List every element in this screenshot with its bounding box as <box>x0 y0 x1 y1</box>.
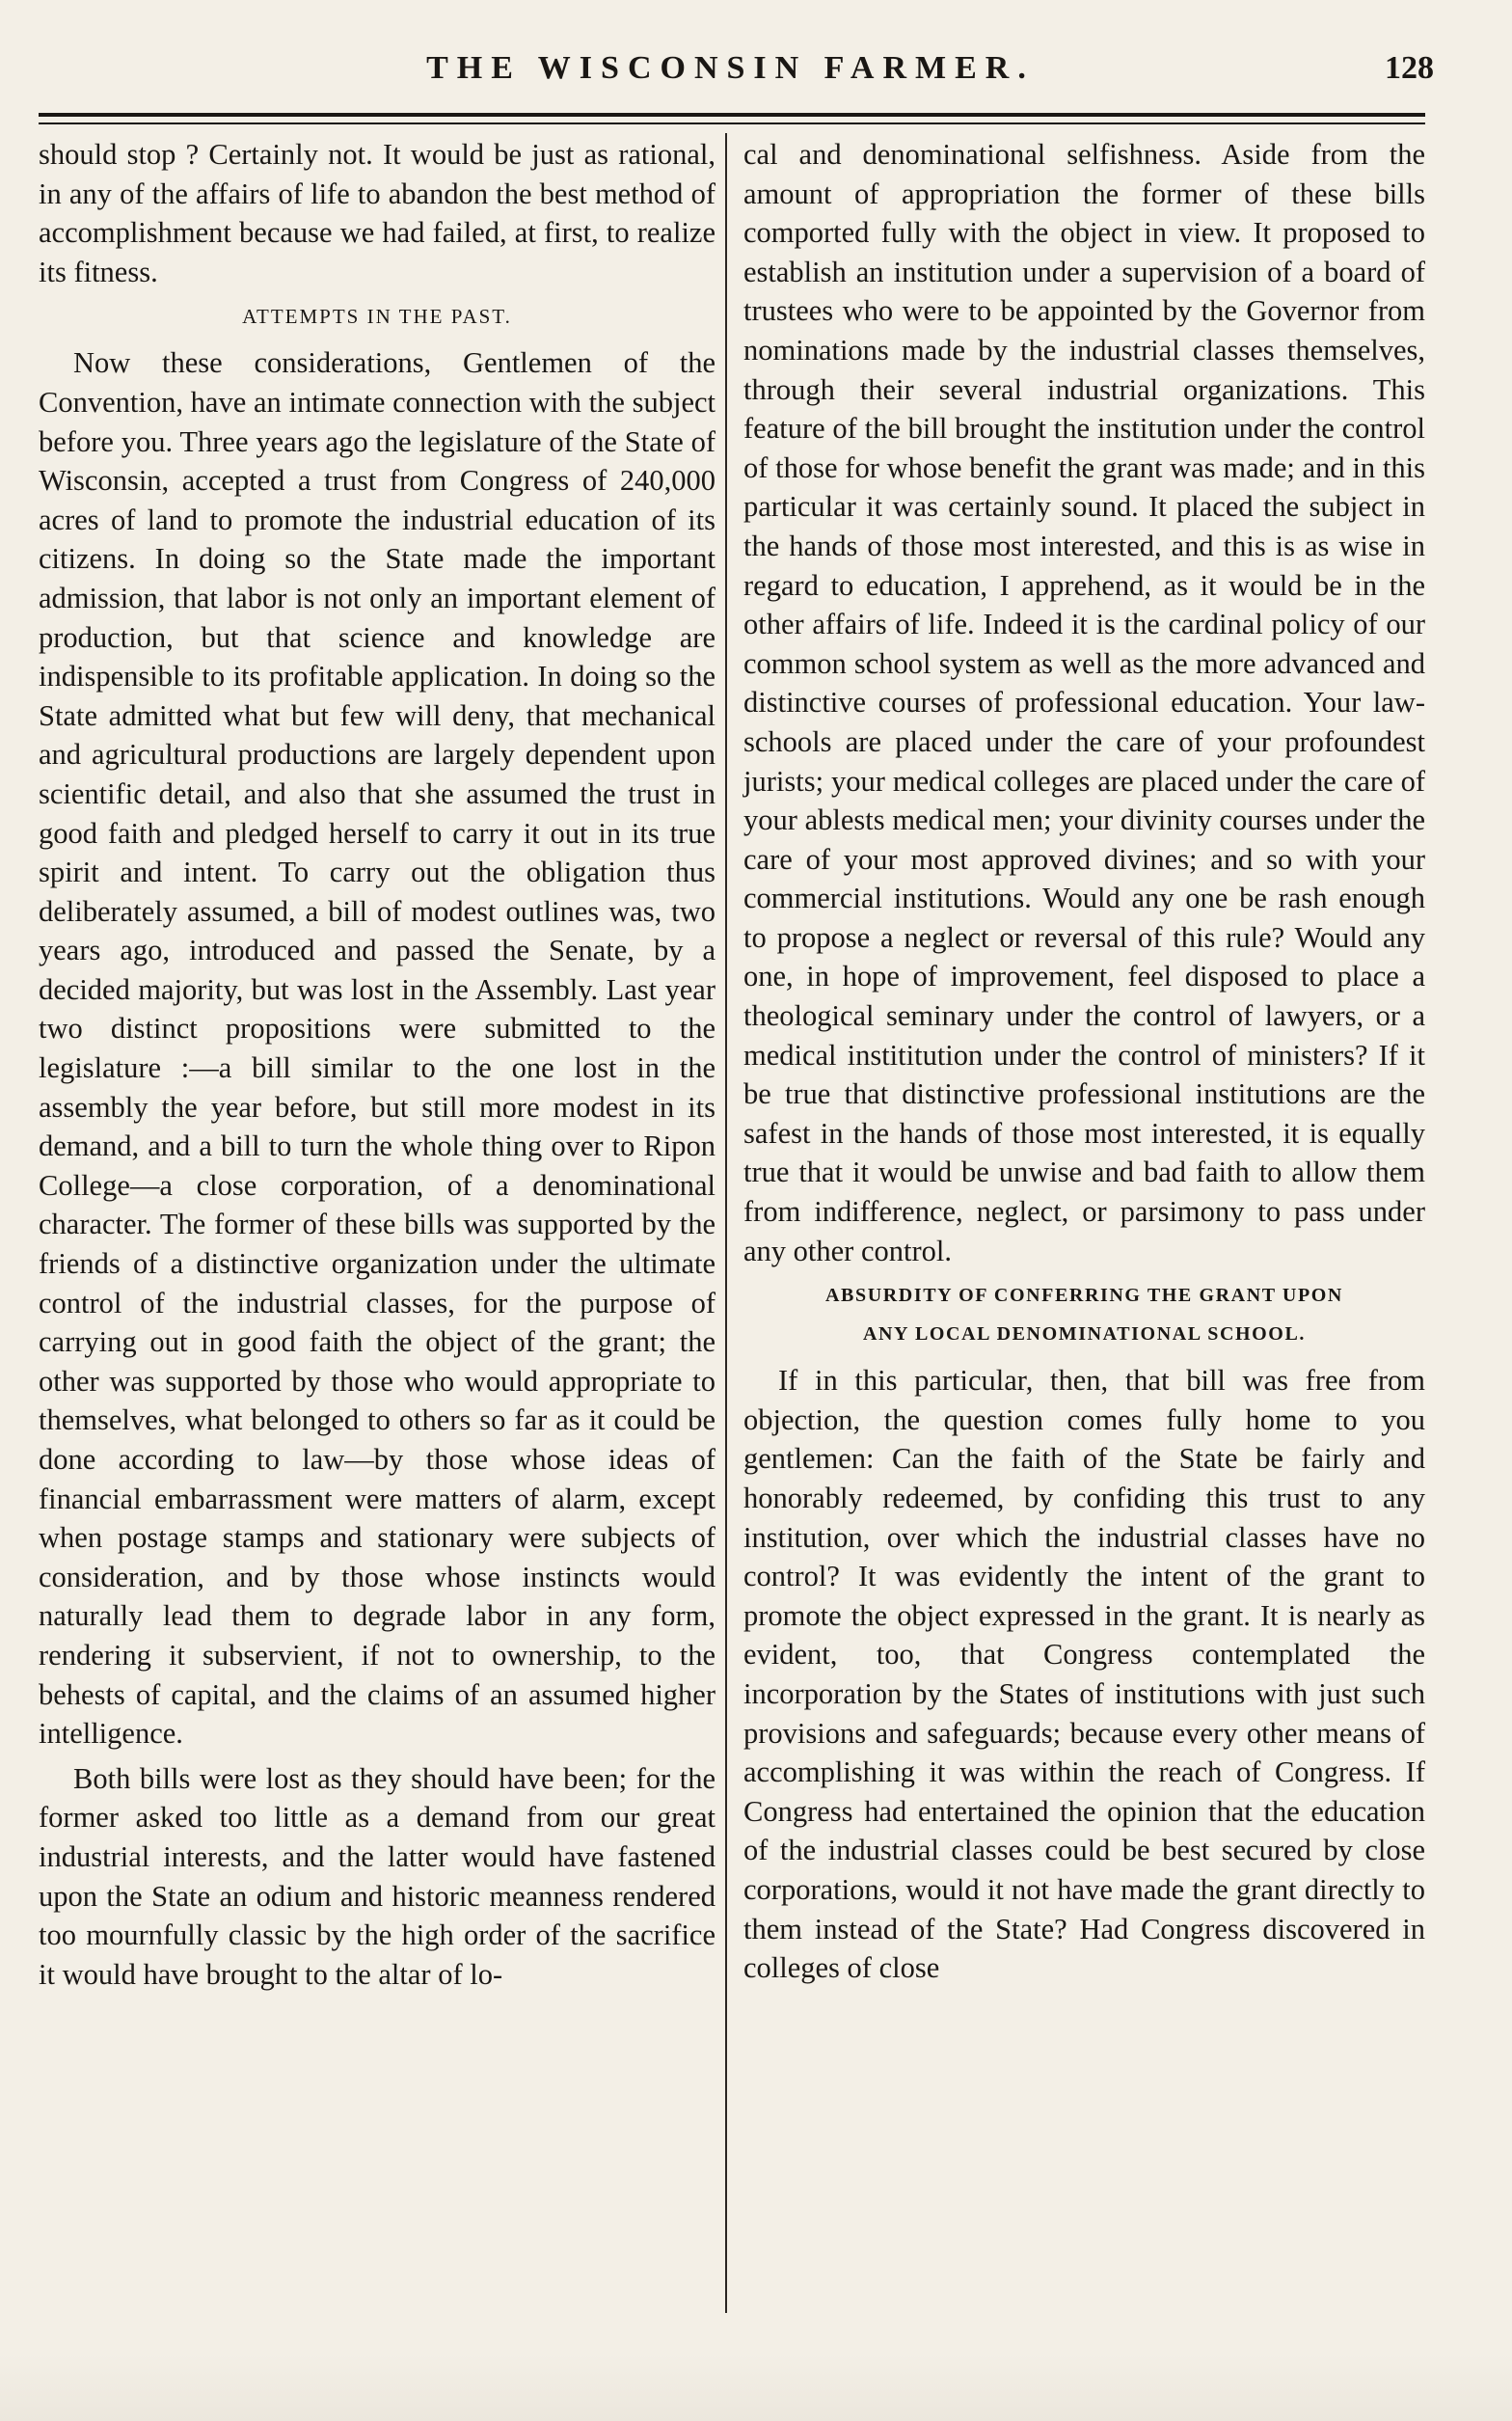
section-heading-attempts: ATTEMPTS IN THE PAST. <box>242 305 512 329</box>
right-paragraph-2: If in this particular, then, that bill was free from objection, the question comes fully home to you gentlemen: Can the faith of the State be fairly and honorably redeemed, by confiding this trust to any institution, over which the industrial classes have no control? It was evidently the intent of the grant to promote the object expressed in the grant. It is nearly as evident, too, that Congress contemplated the incorporation by the States of institutions with just such provisions and safeguards; because every other means of accomplishing it was within the reach of Congress. If Congress had entertained the opinion that the education of the industrial classes could be best secured by close corporations, would it not have made the grant directly to them instead of the State? Had Congress discovered in colleges of close <box>743 1364 1425 1985</box>
header-rule-thin <box>39 122 1425 124</box>
right-column <box>743 135 1425 1988</box>
left-paragraph-3: Both bills were lost as they should have been; for the former asked too little as a demand from our great industrial interests, and the latter would have fastened upon the State an odium and historic meanness rendered too mournfully classic by the high order of the sacrifice it would have brought to the altar of lo- <box>39 1761 716 1991</box>
journal-title: THE WISCONSIN FARMER. <box>426 50 1035 86</box>
section-heading-absurdity-line2: ANY LOCAL DENOMINATIONAL SCHOOL. <box>862 1323 1307 1346</box>
section-heading-absurdity <box>743 1276 1425 1353</box>
section-heading-absurdity-line1: ABSURDITY OF CONFERRING THE GRANT UPON <box>825 1285 1343 1307</box>
column-divider <box>725 133 727 2313</box>
running-head <box>39 50 1434 98</box>
left-column <box>39 135 716 1994</box>
left-paragraph-1: should stop ? Certainly not. It would be just as rational, in any of the affairs of life to abandon the best method of accomplishment because we had failed, at first, to realize its fitness. <box>39 138 716 288</box>
header-rule-thick <box>39 113 1425 117</box>
right-paragraph-1: cal and denominational selfishness. Aside from the amount of appropriation the former of these bills comported fully with the object in view. It proposed to establish an institution under a supervision of a board of trustees who were to be appointed by the Governor from nominations made by the industrial classes themselves, through their several industrial organizations. This feature of the bill brought the institution under the control of those for whose benefit the grant was made; and in this particular it was certainly sound. It placed the subject in the hands of those most interested, and this is as wise in regard to education, I apprehend, as it would be in the other affairs of life. Indeed it is the cardinal policy of our common school system as well as the more advanced and distinctive courses of professional education. Your law-schools are placed under the care of your profoundest jurists; your medical colleges are placed under the care of your ablests medical men; your divinity courses under the care of your most approved divines; and so with your commercial institutions. Would any one be rash enough to propose a neglect or reversal of this rule? Would any one, in hope of improvement, feel disposed to place a theological seminary under the control of lawyers, or a medical instititution under the control of ministers? If it be true that distinctive professional institutions are the safest in the hands of those most interested, it is equally true that it would be unwise and bad faith to allow them from indifference, neglect, or parsimony to pass under any other control. <box>743 138 1425 1267</box>
page-bottom-margin <box>0 2353 1512 2421</box>
left-paragraph-2: Now these considerations, Gentlemen of the Convention, have an intimate connection with the subject before you. Three years ago the legislature of the State of Wisconsin, accepted a trust from Congress of 240,000 acres of land to promote the industrial education of its citizens. In doing so the State made the important admission, that labor is not only an important element of production, but that science and knowledge are indispensible to its profitable application. In doing so the State admitted what but few will deny, that mechanical and agricultural productions are largely dependent upon scientific detail, and also that she assumed the trust in good faith and pledged herself to carry it out in its true spirit and intent. To carry out the obligation thus deliberately assumed, a bill of modest outlines was, two years ago, introduced and passed the Senate, by a decided majority, but was lost in the Assembly. Last year two distinct propositions were submitted to the legislature :—a bill similar to the one lost in the assembly the year before, but still more modest in its demand, and a bill to turn the whole thing over to Ripon College—a close corporation, of a denominational character. The former of these bills was supported by the friends of a distinctive organization under the ultimate control of the industrial classes, for the purpose of carrying out in good faith the object of the grant; the other was supported by those who would appropriate to themselves, what belonged to others so far as it could be done according to law—by those whose ideas of financial embarrassment were matters of alarm, except when postage stamps and stationary were subjects of consideration, and by those whose instincts would naturally lead them to degrade labor in any form, rendering it subservient, if not to ownership, to the behests of capital, and the claims of an assumed higher intelligence. <box>39 346 716 1751</box>
page-number: 128 <box>1385 50 1434 86</box>
